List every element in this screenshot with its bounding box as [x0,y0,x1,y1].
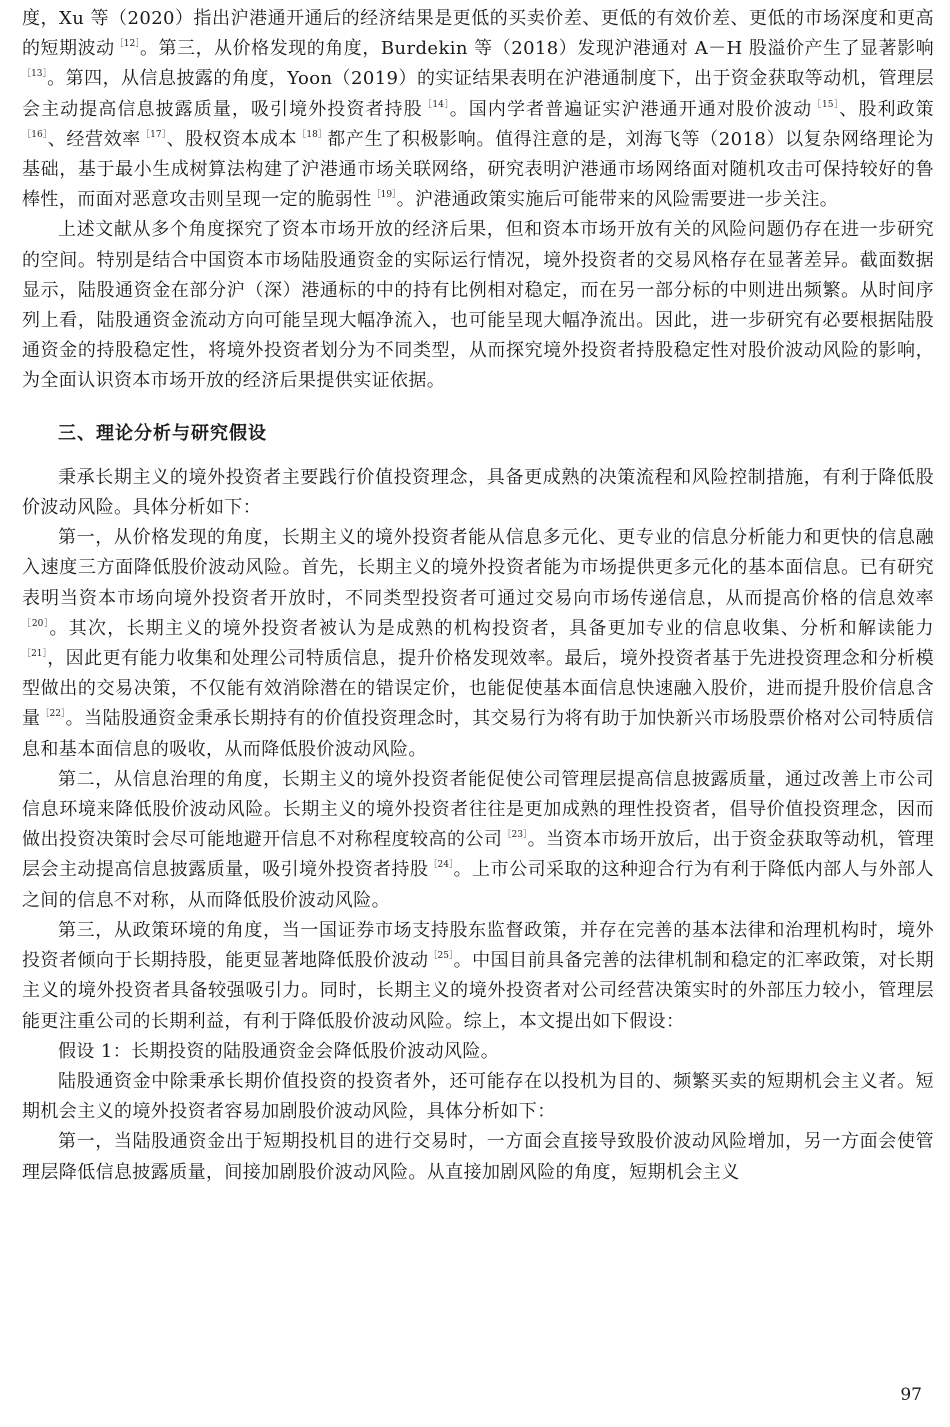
citation-ref: ［13］ [22,69,48,80]
text-run: 秉承长期主义的境外投资者主要践行价值投资理念，具备更成熟的决策流程和风险控制措施，有利于降低股价波动风险。具体分析如下： [22,466,934,519]
text-run: 。第四，从信息披露的角度，Yoon（2019）的实证结果表明在沪港通制度下，出于资金获取等动机，管理层会主动提高信息披露质量，吸引境外投资者持股 [22,68,935,120]
citation-ref: ［23］ [502,830,528,841]
paragraph [22,1037,934,1067]
text-run: 、经营效率 [47,128,141,150]
text-run: 。当陆股通资金秉承长期持有的价值投资理念时，其交易行为将有助于加快新兴市场股票价格对公司特质信息和基本面信息的吸收，从而降低股价波动风险。 [22,708,935,760]
text-run: 、股利政策 [839,98,935,120]
body-text-before-heading [22,4,934,397]
citation-ref: ［12］ [114,39,140,50]
text-run: 假设 1：长期投资的陆股通资金会降低股价波动风险。 [58,1040,500,1062]
paragraph [22,1067,934,1127]
citation-ref: ［14］ [422,99,450,110]
text-run: 。上市公司采取的这种迎合行为有利于降低内部人与外部人之间的信息不对称，从而降低股价波动风险。 [22,859,934,911]
citation-ref: ［19］ [371,190,397,201]
text-run: 。其次，长期主义的境外投资者被认为是成熟的机构投资者，具备更加专业的信息收集、分析和解读能力 [49,617,934,639]
page-number: 97 [900,1385,922,1405]
text-run: 。中国目前具备完善的法律机制和稳定的汇率政策，对长期主义的境外投资者具备较强吸引力。同时，长期主义的境外投资者对公司经营决策实时的外部压力较小，管理层能更注重公司的长期利益，有利于降低股价波动风险。综上，本文提出如下假设： [22,950,934,1032]
text-run: 。沪港通政策实施后可能带来的风险需要进一步关注。 [396,189,839,211]
citation-ref: ［20］ [22,618,50,629]
citation-ref: ［25］ [428,951,454,962]
page-body [22,4,934,1188]
text-run: 、股权资本成本 [166,128,298,150]
text-run: 第一，当陆股通资金出于短期投机目的进行交易时，一方面会直接导致股价波动风险增加，另一方面会使管理层降低信息披露质量，间接加剧股价波动风险。从直接加剧风险的角度，短期机会主义 [22,1131,934,1183]
section-heading: 三、理论分析与研究假设 [58,422,267,444]
paragraph [22,916,934,1037]
citation-ref: ［15］ [812,99,840,110]
citation-ref: ［16］ [22,129,48,140]
body-text-after-heading [22,463,934,1188]
citation-ref: ［21］ [22,649,48,660]
paragraph [22,1127,934,1187]
citation-ref: ［22］ [40,709,66,720]
text-run: 陆股通资金中除秉承长期价值投资的投资者外，还可能存在以投机为目的、频繁买卖的短期机会主义者。短期机会主义的境外投资者容易加剧股价波动风险，具体分析如下： [22,1070,934,1123]
paragraph [22,765,934,916]
text-run: 。第三，从价格发现的角度，Burdekin 等（2018）发现沪港通对 A－H 股溢价产生了显著影响 [140,38,935,60]
paragraph [22,4,934,215]
text-run: 。当资本市场开放后，出于资金获取等动机，管理层会主动提高信息披露质量，吸引境外投资者持股 [22,829,934,881]
citation-ref: ［17］ [140,129,167,140]
citation-ref: ［24］ [428,860,454,871]
paragraph [22,523,934,765]
text-run: 第三，从政策环境的角度，当一国证券市场支持股东监督政策，并存在完善的基本法律和治理机构时，境外投资者倾向于长期持股，能更显著地降低股价波动 [22,919,934,972]
text-run: 第一，从价格发现的角度，长期主义的境外投资者能从信息多元化、更专业的信息分析能力和更快的信息融入速度三方面降低股价波动风险。首先，长期主义的境外投资者能为市场提供更多元化的基本面信息。已有研究表明当资本市场向境外投资者开放时，不同类型投资者可通过交易向市场传递信息，从而提高价格的信息效率 [22,527,934,609]
paragraph [22,463,934,523]
paragraph [22,215,934,396]
text-run: 都产生了积极影响。值得注意的是，刘海飞等（2018）以复杂网络理论为基础，基于最小生成树算法构建了沪港通市场关联网络，研究表明沪港通市场网络面对随机攻击可保持较好的鲁棒性，而面对恶意攻击则呈现一定的脆弱性 [22,128,935,211]
text-run: 度，Xu 等（2020）指出沪港通开通后的经济结果是更低的买卖价差、更低的有效价差、更低的市场深度和更高的短期波动 [22,8,934,60]
text-run: 。国内学者普遍证实沪港通开通对股价波动 [449,98,813,120]
text-run: 上述文献从多个角度探究了资本市场开放的经济后果，但和资本市场开放有关的风险问题仍存在进一步研究的空间。特别是结合中国资本市场陆股通资金的实际运行情况，境外投资者的交易风格存在显著差异。截面数据显示，陆股通资金在部分沪（深）港通标的中的持有比例相对稳定，而在另一部分标的中则进出频繁。从时间序列上看，陆股通资金流动方向可能呈现大幅净流入，也可能呈现大幅净流出。因此，进一步研究有必要根据陆股通资金的持股稳定性，将境外投资者划分为不同类型，从而探究境外投资者持股稳定性对股价波动风险的影响，为全面认识资本市场开放的经济后果提供实证依据。 [22,219,934,392]
citation-ref: ［18］ [297,129,328,140]
text-run: ，因此更有能力收集和处理公司特质信息，提升价格发现效率。最后，境外投资者基于先进投资理念和分析模型做出的交易决策，不仅能有效消除潜在的错误定价，也能促使基本面信息快速融入股价，进而提升股价信息含量 [22,648,934,730]
text-run: 第二，从信息治理的角度，长期主义的境外投资者能促使公司管理层提高信息披露质量，通过改善上市公司信息环境来降低股价波动风险。长期主义的境外投资者往往是更加成熟的理性投资者，倡导价值投资理念，因而做出投资决策时会尽可能地避开信息不对称程度较高的公司 [22,768,934,851]
